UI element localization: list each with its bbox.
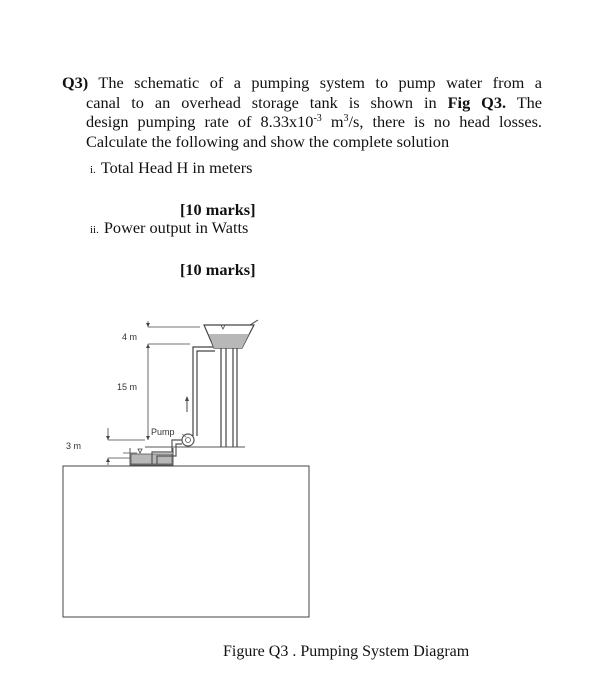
canal-block [63,466,309,617]
figure-reference: Fig Q3. [447,92,507,112]
pump-label: Pump [151,427,175,437]
delivery-pipe [193,347,215,436]
question-line-3: design pumping rate of $8.33x10^{-3}$ $m^3/s$, there is no head losses. [86,112,542,131]
marks-label: [10 marks] [180,260,256,279]
dimension-3m-label: 3 m [66,441,82,451]
question-line-4: Calculate the following and show the complete solution [86,131,450,151]
exponent: 3 [343,113,349,124]
item-numeral: i. [90,164,96,176]
question-line-1: Q3) The schematic of a pumping system to pump water from a [62,73,543,92]
marks-label: [10 marks] [180,200,256,219]
question-line-2: canal to an overhead storage tank is shown in Fig Q3. The [86,92,543,112]
question-number: Q3) [62,73,89,92]
figure-caption: Figure Q3 . Pumping System Diagram [223,643,470,660]
item-text: Total Head H in meters [100,158,253,177]
tank-water [209,334,249,348]
dimension-4m-label: 4 m [122,332,138,342]
dimension-15m-label: 15 m [117,382,138,392]
item-text: Power output in Watts [103,218,249,237]
delivery-pipe-wall [197,351,215,436]
item-numeral: ii. [90,224,99,236]
water-level-icon [138,449,142,453]
exponent: -3 [313,113,322,124]
